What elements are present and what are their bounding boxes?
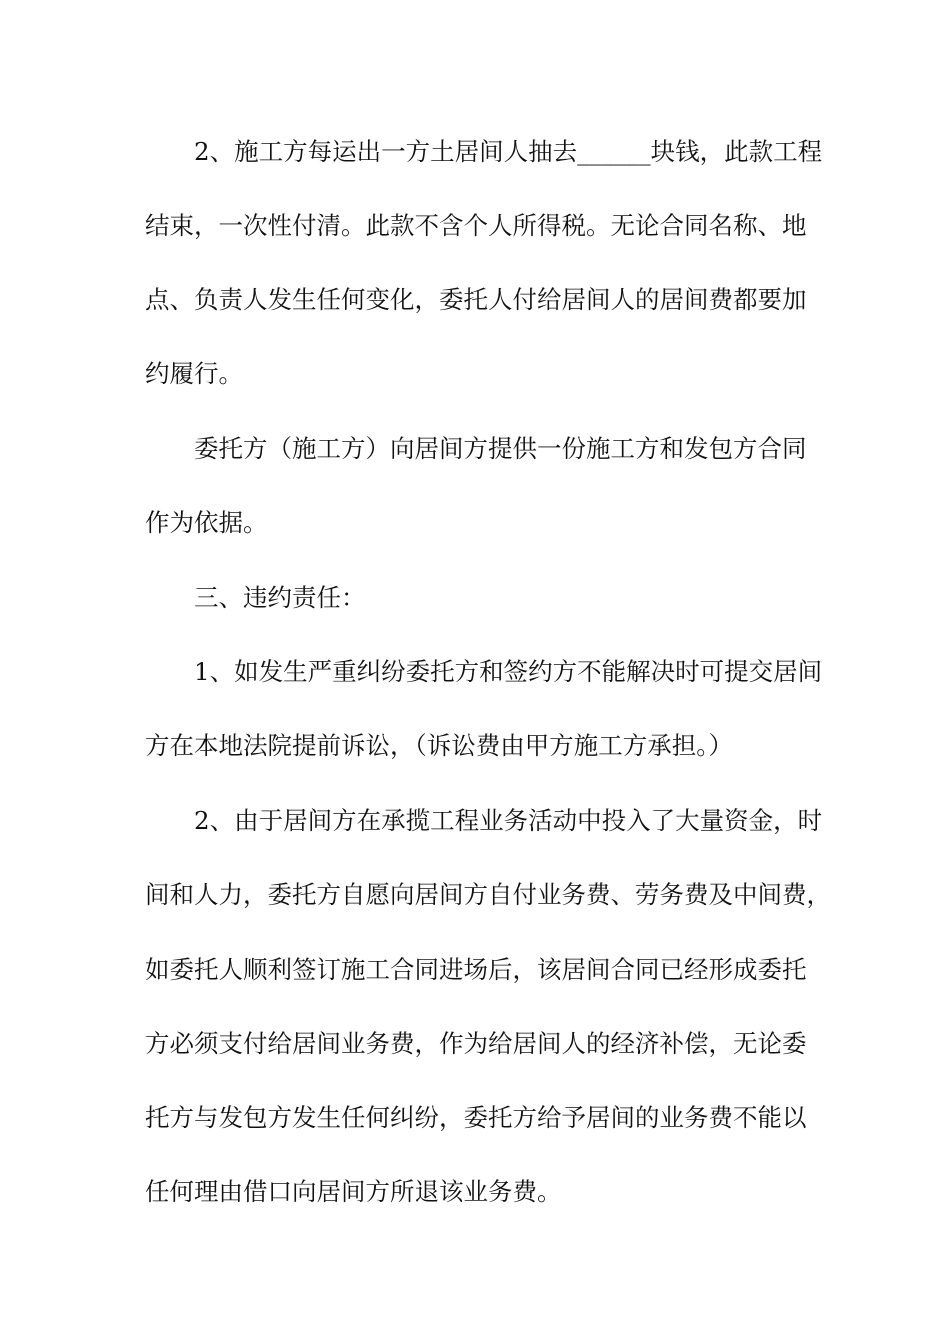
paragraph-line: 如委托人顺利签订施工合同进场后，该居间合同已经形成委托 <box>145 955 807 984</box>
paragraph-line: 约履行。 <box>145 359 243 388</box>
paragraph-line: 2、施工方每运出一方土居间人抽去______块钱，此款工程 <box>194 137 823 166</box>
paragraph-line: 作为依据。 <box>145 508 268 537</box>
paragraph-line: 点、负责人发生任何变化，委托人付给居间人的居间费都要加 <box>145 285 807 314</box>
section-heading: 三、违约责任： <box>194 583 366 612</box>
paragraph-line: 间和人力，委托方自愿向居间方自付业务费、劳务费及中间费， <box>145 880 831 909</box>
paragraph-line: 1、如发生严重纠纷委托方和签约方不能解决时可提交居间 <box>194 657 823 686</box>
paragraph-line: 2、由于居间方在承揽工程业务活动中投入了大量资金，时 <box>194 806 823 835</box>
paragraph-line: 方在本地法院提前诉讼，（诉讼费由甲方施工方承担。） <box>145 731 733 760</box>
paragraph-line: 方必须支付给居间业务费，作为给居间人的经济补偿，无论委 <box>145 1029 807 1058</box>
paragraph-line: 任何理由借口向居间方所退该业务费。 <box>145 1177 562 1206</box>
paragraph-line: 委托方（施工方）向居间方提供一份施工方和发包方合同 <box>194 434 807 463</box>
paragraph-line: 托方与发包方发生任何纠纷，委托方给予居间的业务费不能以 <box>145 1103 807 1132</box>
paragraph-line: 结束，一次性付清。此款不含个人所得税。无论合同名称、地 <box>145 211 807 240</box>
